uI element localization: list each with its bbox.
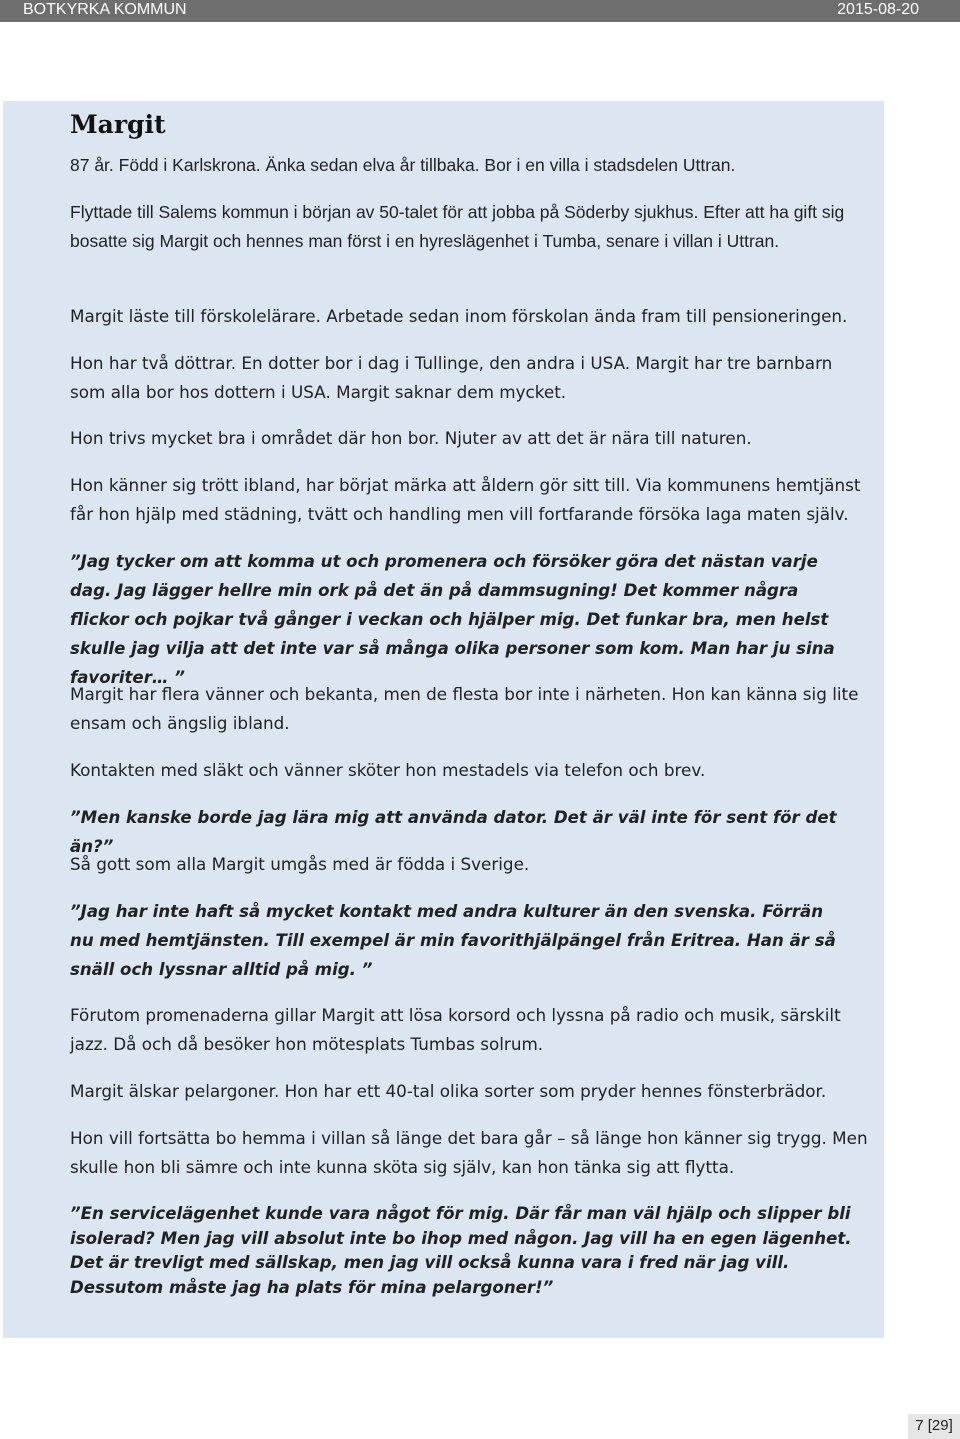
profile-paragraph: Margit älskar pelargoner. Hon har ett 40-tal olika sorter som pryder hennes fönsterbrädor. bbox=[70, 1081, 827, 1101]
profile-paragraph: Förutom promenaderna gillar Margit att lösa korsord och lyssna på radio och musik, särskilt jazz. Då och då besöker hon mötesplats Tumbas solrum. bbox=[70, 1005, 841, 1054]
profile-intro: 87 år. Född i Karlskrona. Änka sedan elva år tillbaka. Bor i en villa i stadsdelen Uttran. bbox=[70, 155, 736, 175]
organization-name: BOTKYRKA KOMMUN bbox=[23, 1, 187, 18]
profile-paragraph: Flyttade till Salems kommun i början av 50-talet för att jobba på Söderby sjukhus. Efter att ha gift sig bosatte sig Margit och hennes man först i en hyreslägenhet i Tumba, senare i villan i Uttran. bbox=[70, 202, 845, 251]
profile-paragraph: Hon vill fortsätta bo hemma i villan så länge det bara går – så länge hon känner sig trygg. Men skulle hon bli sämre och inte kunna sköta sig själv, kan hon tänka sig att flytta. bbox=[70, 1128, 868, 1177]
profile-paragraph: Hon trivs mycket bra i området där hon bor. Njuter av att det är nära till naturen. bbox=[70, 428, 752, 448]
quote-paragraph: ”Jag tycker om att komma ut och promenera och försöker göra det nästan varje dag. Jag lägger hellre min ork på det än på dammsugning! Det kommer några flickor och pojkar två gånger i veckan och hjälper mig. Det funkar bra, men helst skulle jag vilja att det inte var så många olika personer som kom. Man har ju sina favoriter… ” bbox=[70, 552, 835, 687]
profile-paragraph: Hon känner sig trött ibland, har börjat märka att åldern gör sitt till. Via kommunens hemtjänst får hon hjälp med städning, tvätt och handling men vill fortfarande försöka laga maten själv. bbox=[70, 475, 861, 524]
quote-paragraph: ”Men kanske borde jag lära mig att använda dator. Det är väl inte för sent för det än?” bbox=[70, 808, 837, 856]
profile-paragraph: Margit har flera vänner och bekanta, men de flesta bor inte i närheten. Hon kan känna sig lite ensam och ängslig ibland. bbox=[70, 684, 859, 733]
page-header bbox=[0, 0, 960, 22]
profile-paragraph: Kontakten med släkt och vänner sköter hon mestadels via telefon och brev. bbox=[70, 760, 706, 780]
document-date: 2015-08-20 bbox=[837, 1, 919, 18]
profile-name: Margit bbox=[70, 110, 166, 139]
quote-paragraph: ”En servicelägenhet kunde vara något för mig. Där får man väl hjälp och slipper bli isolerad? Men jag vill absolut inte bo ihop med någon. Jag vill ha en egen lägenhet. Det är trevligt med sällskap, men jag vill också kunna vara i fred när jag vill. Dessutom måste jag ha plats för mina pelargoner!” bbox=[70, 1204, 852, 1297]
quote-paragraph: ”Jag har inte haft så mycket kontakt med andra kulturer än den svenska. Förrän nu med hemtjänsten. Till exempel är min favorithjälpängel från Eritrea. Han är så snäll och lyssnar alltid på mig. ” bbox=[70, 902, 836, 979]
profile-paragraph: Margit läste till förskolelärare. Arbetade sedan inom förskolan ända fram till pensioneringen. bbox=[70, 306, 848, 326]
page-number: 7 [29] bbox=[908, 1414, 960, 1439]
profile-paragraph: Hon har två döttrar. En dotter bor i dag i Tullinge, den andra i USA. Margit har tre barnbarn som alla bor hos dottern i USA. Margit saknar dem mycket. bbox=[70, 353, 833, 402]
profile-paragraph: Så gott som alla Margit umgås med är födda i Sverige. bbox=[70, 854, 530, 874]
